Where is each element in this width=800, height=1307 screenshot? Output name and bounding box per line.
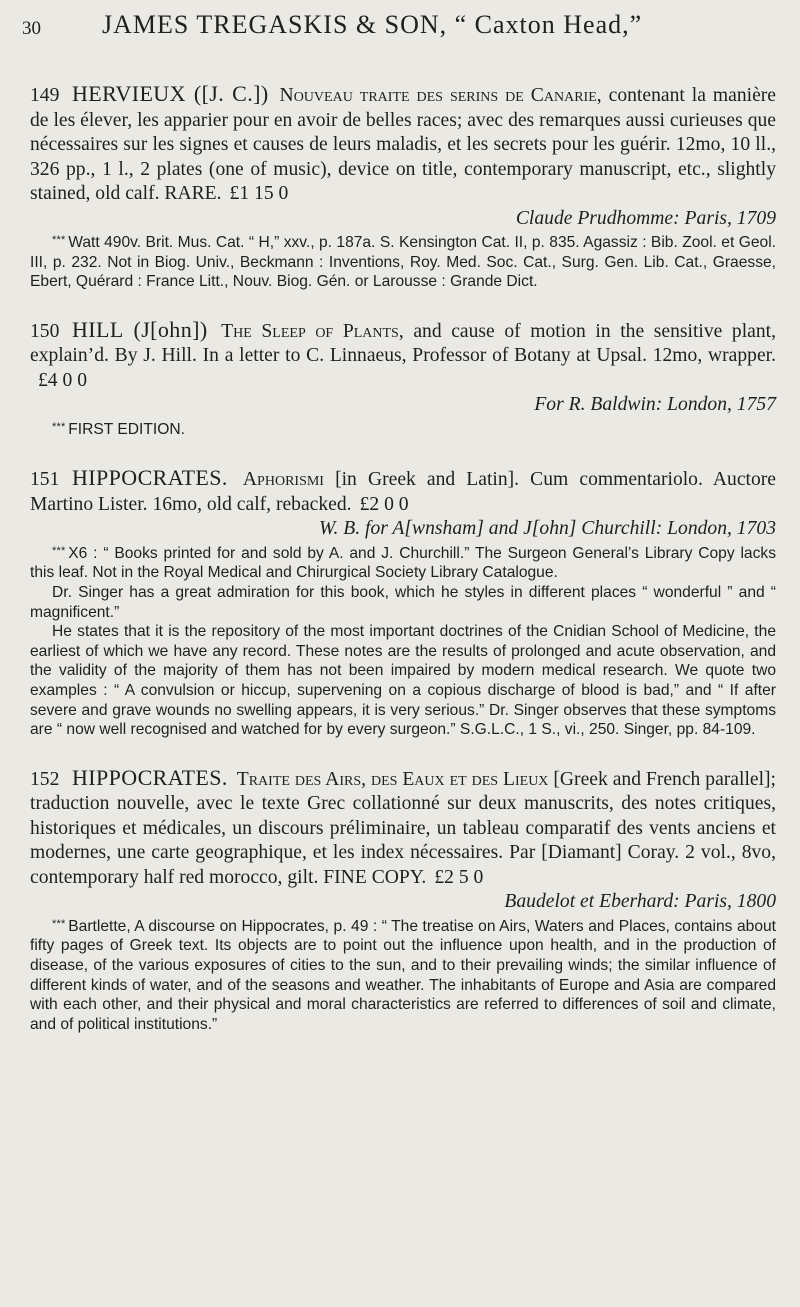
entry-author: HIPPOCRATES. <box>72 465 228 491</box>
imprint-place-date: : Paris, 1709 <box>673 207 776 229</box>
entry-note <box>30 231 776 292</box>
entry-description: [Greek and French parallel]; traduction nouvelle, avec le texte Grec collationné sur deux manuscrits, des notes critiques, historiques et médicales, un discours préliminaire, un tableau comparatif des vents anciens et modernes, une carte geographique, et les index nécessaires. Par [Diamant] Coray. 2 vol., 8vo, contemporary half red morocco, gilt. FINE COPY. <box>30 768 776 888</box>
catalogue-entry-151 <box>30 466 776 739</box>
entry-note <box>30 418 776 440</box>
entry-main-text <box>30 466 776 517</box>
imprint-place-date: : London, 1703 <box>655 518 776 540</box>
entry-imprint <box>30 207 776 232</box>
catalogue-entry-152 <box>30 766 776 1035</box>
entry-imprint <box>30 890 776 915</box>
entry-author: HIPPOCRATES. <box>72 764 228 790</box>
asterism-icon: * * * <box>52 917 65 930</box>
entry-description: and cause of motion in the sensitive plant, explain’d. By J. Hill. In a letter to C. Linnaeus, Professor of Botany at Upsal. 12mo, wrapper. <box>30 320 777 367</box>
entry-price: £2 0 0 <box>359 493 409 515</box>
entry-price: £4 0 0 <box>38 369 87 391</box>
running-header <box>22 10 770 50</box>
running-title: JAMES TREGASKIS & SON, “ Caxton Head,” <box>102 10 643 39</box>
entry-imprint <box>30 393 776 418</box>
imprint-place-date: : Paris, 1800 <box>673 891 776 913</box>
lot-number: 149 <box>30 85 60 106</box>
entry-main-text <box>30 766 776 891</box>
note-text: Watt 490v. Brit. Mus. Cat. “ H,” xxv., p. 187a. S. Kensington Cat. II, p. 835. Agassiz : Bib. Zool. et Geol. III, p. 232. Not in Biog. Univ., Beckmann : Inventions, Roy. Med. Soc. Cat., Surg. Gen. Lib. Cat., Graesse, Ebert, Quérard : France Litt., Nouv. Biog. Gén. or Larousse : Grande Dict. <box>30 234 776 291</box>
imprint-place-date: : London, 1757 <box>655 394 776 416</box>
imprint-publisher: W. B. for A[wnsham] and J[ohn] Churchill <box>318 518 656 540</box>
entry-author: HILL (J[ohn]) <box>72 316 208 342</box>
entry-title: Aphorismi <box>242 469 324 491</box>
asterism-icon: * * * <box>52 544 65 557</box>
note-text: Bartlette, A discourse on Hippocrates, p. 49 : “ The treatise on Airs, Waters and Places, contains about fifty pages of Greek text. Its objects are to point out the influence upon health, and in the production of disease, of the various exposures of cities to the sun, and to their prevailing winds; the similar influence of different kinds of water, and of the seasons and weather. The inhabitants of Europe and Asia are compared with each other, and their physical and moral characteristics are referred to differences of soil and climate, and of political institutions.” <box>30 917 776 1033</box>
imprint-publisher: For R. Baldwin <box>534 394 656 416</box>
imprint-publisher: Claude Prudhomme <box>515 207 674 229</box>
entry-note <box>30 915 776 1035</box>
entry-description: contenant la manière de les élever, les apparier pour en avoir de belles races; avec des remarques aussi curieuses que nécessaires sur les signes et causes de leurs maladis, et les secrets pour les guérir. 12mo, 10 ll., 326 pp., 1 l., 2 plates (one of music), device on title, contemporary manuscript, etc., slightly stained, old calf. RARE. <box>30 85 776 204</box>
catalogue-entry-149 <box>30 82 776 292</box>
catalogue-entry-150 <box>30 318 776 440</box>
note-text: X6 : “ Books printed for and sold by A. and J. Churchill.” The Surgeon General’s Library Copy lacks this leaf. Not in the Royal Medical and Chirurgical Society Library Catalogue. <box>30 544 776 582</box>
entry-note: He states that it is the repository of the most important doctrines of the Cnidian School of Medicine, the earliest of which we have any record. These notes are the results of prolonged and acute observation, and the validity of the majority of them has not been impaired by modern medical research. We quote two examples : “ A convulsion or hiccup, supervening on a copious discharge of blood is bad,” and “ If after severe and grave wounds no swelling appears, it is very serious.” Dr. Singer observes that these symptoms are “ now well recognised and watched for by every surgeon.” S.G.L.C., 1 S., vi., 250. Singer, pp. 84-109. <box>30 623 776 739</box>
entry-title: Nouveau traite des serins de Canarie, <box>279 85 602 106</box>
entry-price: £1 15 0 <box>229 183 289 204</box>
entry-main-text <box>30 318 776 394</box>
note-text: FIRST EDITION. <box>68 420 185 438</box>
lot-number: 151 <box>30 469 60 491</box>
entry-title: Traite des Airs, des Eaux et des Lieux <box>236 768 549 790</box>
asterism-icon: * * * <box>52 234 65 246</box>
entry-main-text <box>30 82 776 207</box>
entry-note <box>30 542 776 583</box>
lot-number: 150 <box>30 320 60 342</box>
entry-price: £2 5 0 <box>434 866 484 888</box>
entry-note: Dr. Singer has a great admiration for this book, which he styles in different places “ wonderful ” and “ magnificent.” <box>30 584 776 621</box>
imprint-publisher: Baudelot et Eberhard <box>504 891 674 913</box>
page-number: 30 <box>22 18 41 39</box>
entry-author: HERVIEUX ([J. C.]) <box>72 81 269 106</box>
catalogue-entries <box>30 82 776 1034</box>
entry-title: The Sleep of Plants, <box>221 320 404 342</box>
lot-number: 152 <box>30 768 60 790</box>
asterism-icon: * * * <box>52 420 65 433</box>
entry-imprint <box>30 517 776 542</box>
entry-description: [in Greek and Latin]. Cum commentariolo. Auctore Martino Lister. 16mo, old calf, rebacked. <box>30 469 777 515</box>
